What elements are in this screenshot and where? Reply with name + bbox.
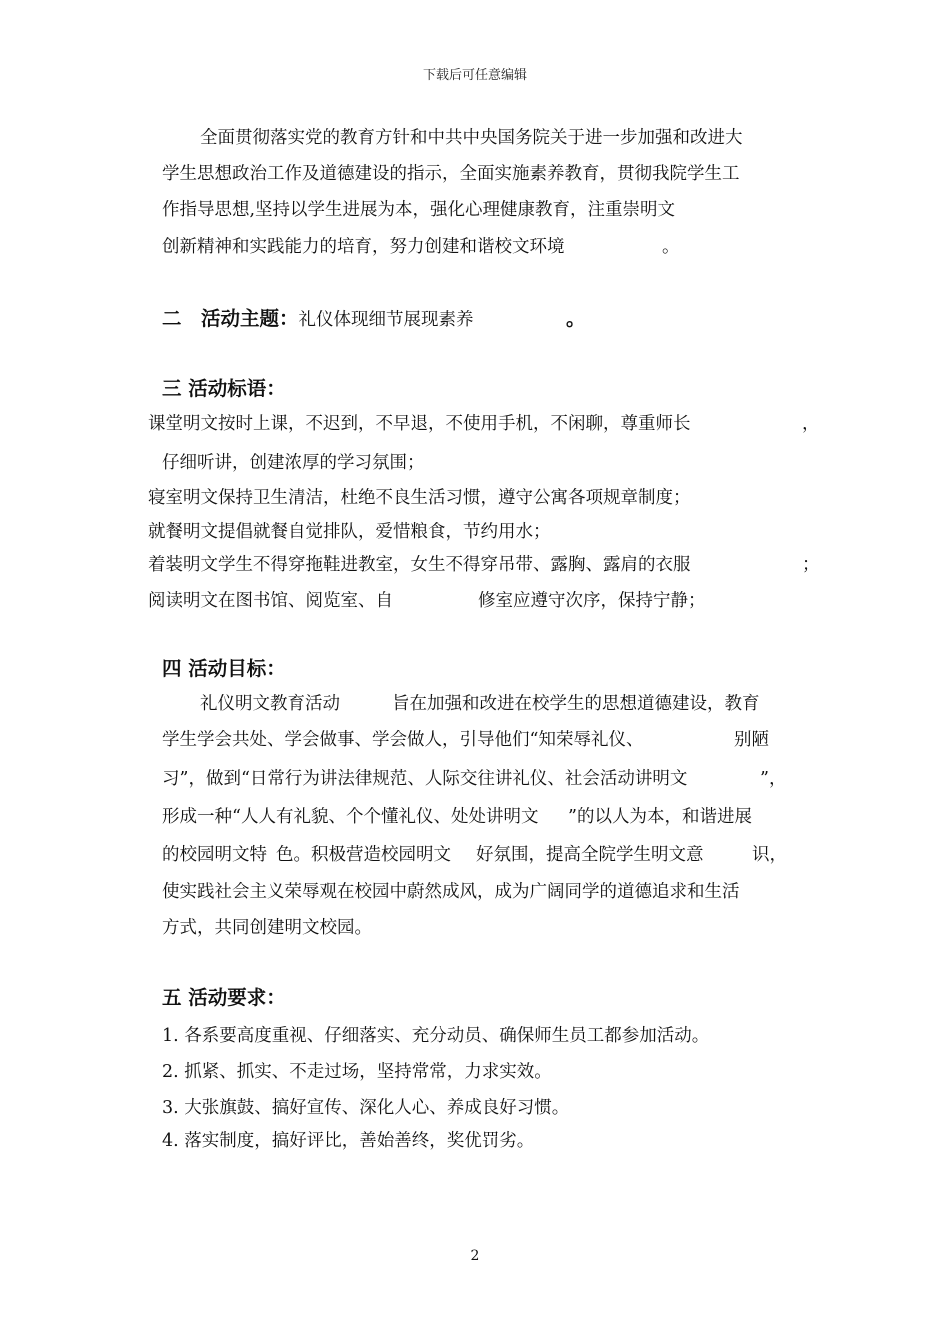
section-2-heading xyxy=(162,306,474,333)
goal-line-part: 色。积极营造校园明文 xyxy=(276,845,451,865)
intro-line: 创新精神和实践能力的培育，努力创建和谐校文环境 xyxy=(162,237,565,257)
section-2-title: 二 活动主题： xyxy=(162,307,299,330)
page-number: 2 xyxy=(470,1248,480,1264)
slogan-line: 阅读明文在图书馆、阅览室、自 xyxy=(148,591,393,611)
goal-line-part: ”， xyxy=(760,769,787,789)
goal-line-part: 习”，做到“日常行为讲法律规范、人际交往讲礼仪、社会活动讲明文 xyxy=(162,769,688,789)
slogan-line-cont: 修室应遵守次序，保持宁静； xyxy=(478,591,706,611)
section-2-end: 。 xyxy=(566,307,586,330)
goal-line-part: ”的以人为本，和谐进展 xyxy=(568,807,752,827)
page-header: 下载后可任意编辑 xyxy=(422,68,527,83)
slogan-line: 课堂明文按时上课，不迟到，不早退，不使用手机，不闲聊，尊重师长 xyxy=(148,414,691,434)
goal-line-part: 使实践社会主义荣辱观在校园中蔚然成风，成为广阔同学的道德追求和生活 xyxy=(162,882,740,902)
goal-line-part: 好氛围，提高全院学生明文意 xyxy=(476,845,704,865)
goal-line-part: 识， xyxy=(752,845,787,865)
section-5-title: 五 活动要求： xyxy=(162,986,286,1009)
goal-line-part: 旨在加强和改进在校学生的思想道德建设，教育 xyxy=(392,694,760,714)
slogan-line: 就餐明文提倡就餐自觉排队，爱惜粮食，节约用水； xyxy=(148,522,551,542)
slogan-line-end: ； xyxy=(802,555,820,575)
intro-line: 学生思想政治工作及道德建设的指示，全面实施素养教育，贯彻我院学生工 xyxy=(162,164,740,184)
slogan-line: 着装明文学生不得穿拖鞋进教室，女生不得穿吊带、露胸、露肩的衣服 xyxy=(148,555,691,575)
goal-line-part: 形成一种“人人有礼貌、个个懂礼仪、处处讲明文 xyxy=(162,807,539,827)
requirement-item: 1. 各系要高度重视、仔细落实、充分动员、确保师生员工都参加活动。 xyxy=(162,1026,710,1046)
goal-line-part: 的校园明文特 xyxy=(162,845,267,865)
goal-line-part: 礼仪明文教育活动 xyxy=(200,694,340,714)
intro-line: 作指导思想,坚持以学生进展为本，强化心理健康教育，注重崇明文 xyxy=(162,200,676,220)
slogan-line: 寝室明文保持卫生清洁，杜绝不良生活习惯，遵守公寓各项规章制度； xyxy=(148,488,691,508)
requirement-item: 3. 大张旗鼓、搞好宣传、深化人心、养成良好习惯。 xyxy=(162,1098,570,1118)
section-2-text: 礼仪体现细节展现素养 xyxy=(298,310,474,330)
goal-line-part: 学生学会共处、学会做事、学会做人，引导他们“知荣辱礼仪、 xyxy=(162,730,644,750)
intro-line-end: 。 xyxy=(662,237,680,257)
goal-line-part: 方式，共同创建明文校园。 xyxy=(162,918,372,938)
slogan-line: 仔细听讲，创建浓厚的学习氛围； xyxy=(162,453,425,473)
section-3-title: 三 活动标语： xyxy=(162,377,286,400)
requirement-item: 2. 抓紧、抓实、不走过场，坚持常常，力求实效。 xyxy=(162,1062,552,1082)
goal-line-part: 别陋 xyxy=(734,730,769,750)
requirement-item: 4. 落实制度，搞好评比，善始善终，奖优罚劣。 xyxy=(162,1131,535,1151)
section-4-title: 四 活动目标： xyxy=(162,657,286,680)
intro-line: 全面贯彻落实党的教育方针和中共中央国务院关于进一步加强和改进大 xyxy=(200,128,743,148)
slogan-line-end: ， xyxy=(802,414,820,434)
